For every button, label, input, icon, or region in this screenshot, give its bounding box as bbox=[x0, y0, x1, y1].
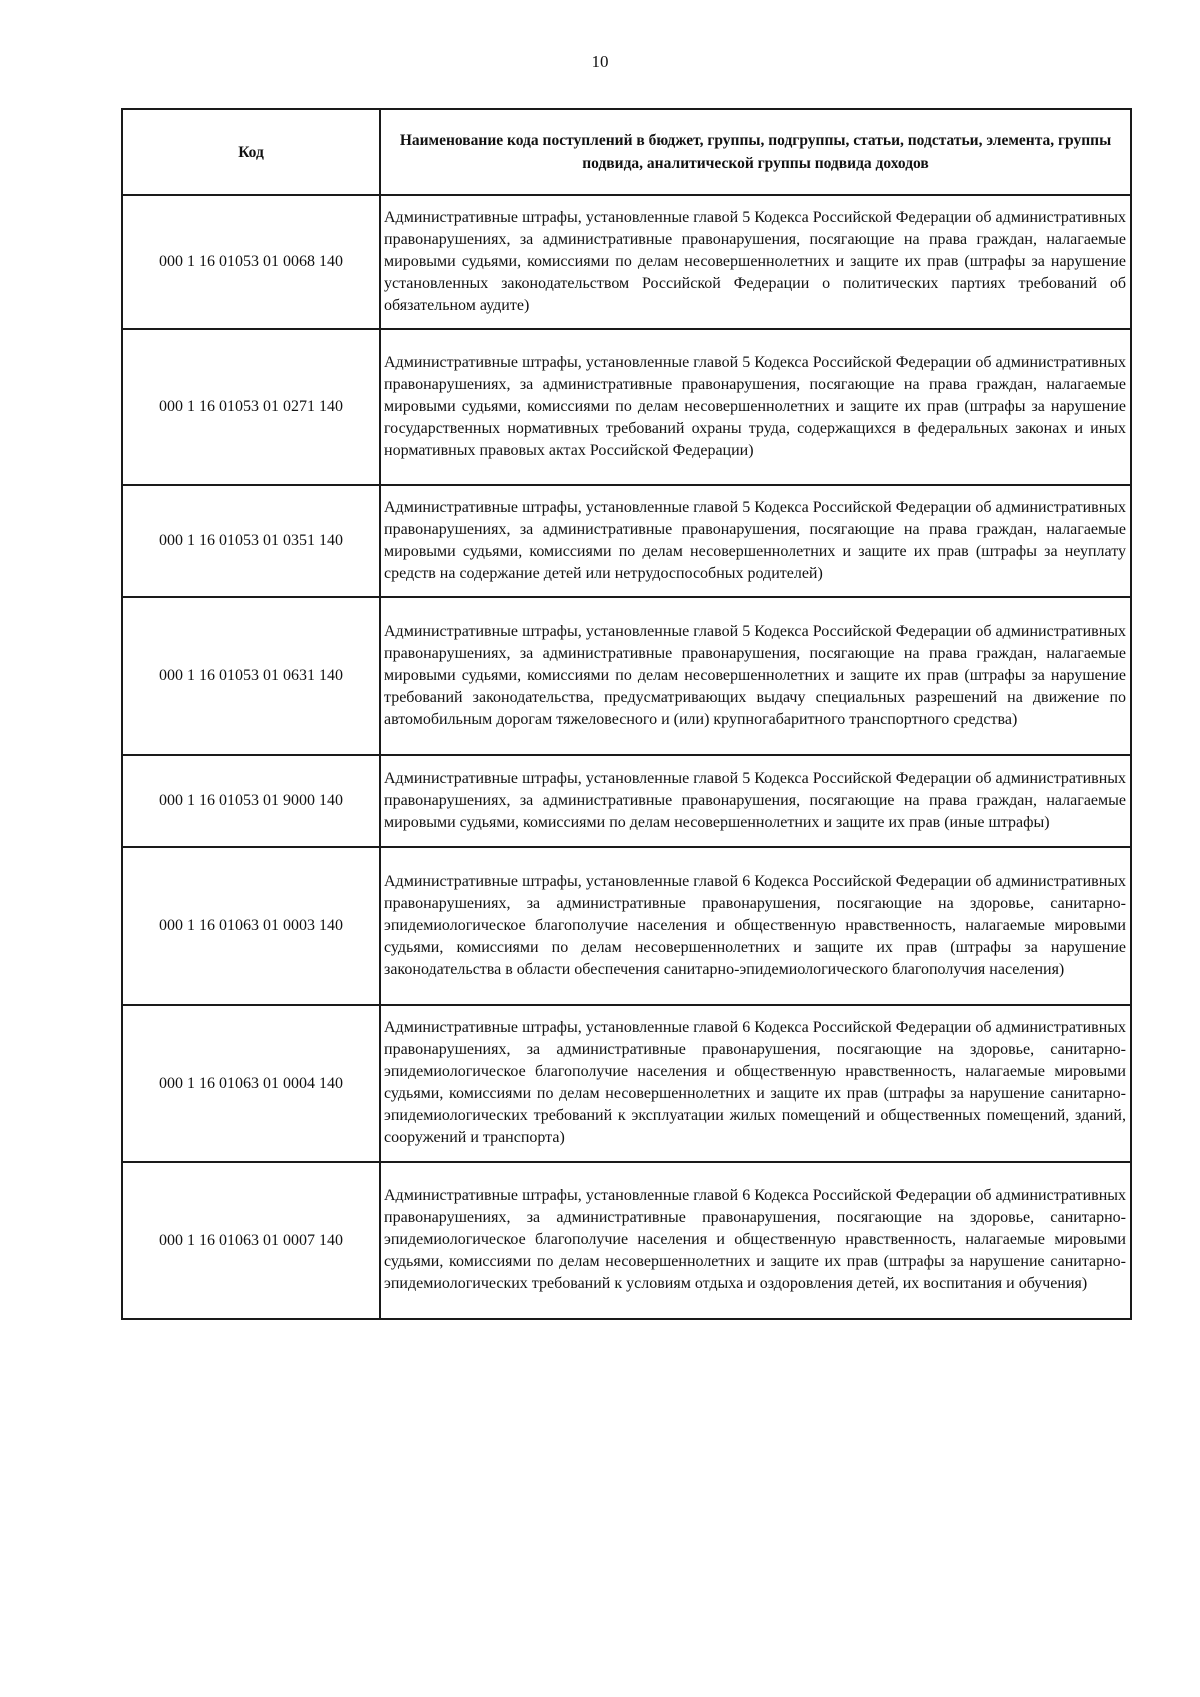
table-row bbox=[122, 1162, 1131, 1319]
row-name: Административные штрафы, установленные главой 5 Кодекса Российской Федерации об административных правонарушениях, за административные правонарушения, посягающие на права граждан, налагаемые мировыми судьями, комиссиями по делам несовершеннолетних и защите их прав (штрафы за неуплату средств на содержание детей или нетрудоспособных родителей) bbox=[380, 485, 1131, 597]
row-name: Административные штрафы, установленные главой 5 Кодекса Российской Федерации об административных правонарушениях, за административные правонарушения, посягающие на права граждан, налагаемые мировыми судьями, комиссиями по делам несовершеннолетних и защите их прав (штрафы за нарушение государственных нормативных требований охраны труда, содержащихся в федеральных законах и иных нормативных правовых актах Российской Федерации) bbox=[380, 329, 1131, 485]
row-code: 000 1 16 01063 01 0003 140 bbox=[122, 847, 380, 1005]
table-row bbox=[122, 597, 1131, 755]
table-row bbox=[122, 329, 1131, 485]
table-row bbox=[122, 1005, 1131, 1162]
page-number: 10 bbox=[591, 52, 609, 71]
table-row bbox=[122, 847, 1131, 1005]
row-name: Административные штрафы, установленные главой 5 Кодекса Российской Федерации об административных правонарушениях, за административные правонарушения, посягающие на права граждан, налагаемые мировыми судьями, комиссиями по делам несовершеннолетних и защите их прав (штрафы за нарушение установленных законодательством Российской Федерации о политических партиях требований об обязательном аудите) bbox=[380, 195, 1131, 329]
row-code: 000 1 16 01063 01 0007 140 bbox=[122, 1162, 380, 1319]
revenue-codes-table bbox=[121, 108, 1132, 1320]
row-name: Административные штрафы, установленные главой 5 Кодекса Российской Федерации об административных правонарушениях, за административные правонарушения, посягающие на права граждан, налагаемые мировыми судьями, комиссиями по делам несовершеннолетних и защите их прав (иные штрафы) bbox=[380, 755, 1131, 847]
table-row bbox=[122, 755, 1131, 847]
row-code: 000 1 16 01053 01 0271 140 bbox=[122, 329, 380, 485]
row-code: 000 1 16 01063 01 0004 140 bbox=[122, 1005, 380, 1162]
row-code: 000 1 16 01053 01 0351 140 bbox=[122, 485, 380, 597]
row-code: 000 1 16 01053 01 0068 140 bbox=[122, 195, 380, 329]
header-code: Код bbox=[122, 109, 380, 195]
row-name: Административные штрафы, установленные главой 5 Кодекса Российской Федерации об административных правонарушениях, за административные правонарушения, посягающие на права граждан, налагаемые мировыми судьями, комиссиями по делам несовершеннолетних и защите их прав (штрафы за нарушение требований законодательства, предусматривающих выдачу специальных разрешений на движение по автомобильным дорогам тяжеловесного и (или) крупногабаритного транспортного средства) bbox=[380, 597, 1131, 755]
table-row bbox=[122, 485, 1131, 597]
table-row bbox=[122, 195, 1131, 329]
row-code: 000 1 16 01053 01 9000 140 bbox=[122, 755, 380, 847]
row-code: 000 1 16 01053 01 0631 140 bbox=[122, 597, 380, 755]
row-name: Административные штрафы, установленные главой 6 Кодекса Российской Федерации об административных правонарушениях, за административные правонарушения, посягающие на здоровье, санитарно-эпидемиологическое благополучие населения и общественную нравственность, налагаемые мировыми судьями, комиссиями по делам несовершеннолетних и защите их прав (штрафы за нарушение санитарно-эпидемиологических требований к условиям отдыха и оздоровления детей, их воспитания и обучения) bbox=[380, 1162, 1131, 1319]
row-name: Административные штрафы, установленные главой 6 Кодекса Российской Федерации об административных правонарушениях, за административные правонарушения, посягающие на здоровье, санитарно-эпидемиологическое благополучие населения и общественную нравственность, налагаемые мировыми судьями, комиссиями по делам несовершеннолетних и защите их прав (штрафы за нарушение законодательства в области обеспечения санитарно-эпидемиологического благополучия населения) bbox=[380, 847, 1131, 1005]
header-name: Наименование кода поступлений в бюджет, группы, подгруппы, статьи, подстатьи, элемента, группы подвида, аналитической группы подвида доходов bbox=[380, 109, 1131, 195]
row-name: Административные штрафы, установленные главой 6 Кодекса Российской Федерации об административных правонарушениях, за административные правонарушения, посягающие на здоровье, санитарно-эпидемиологическое благополучие населения и общественную нравственность, налагаемые мировыми судьями, комиссиями по делам несовершеннолетних и защите их прав (штрафы за нарушение санитарно-эпидемиологических требований к эксплуатации жилых помещений и общественных помещений, зданий, сооружений и транспорта) bbox=[380, 1005, 1131, 1162]
table-header-row bbox=[122, 109, 1131, 195]
